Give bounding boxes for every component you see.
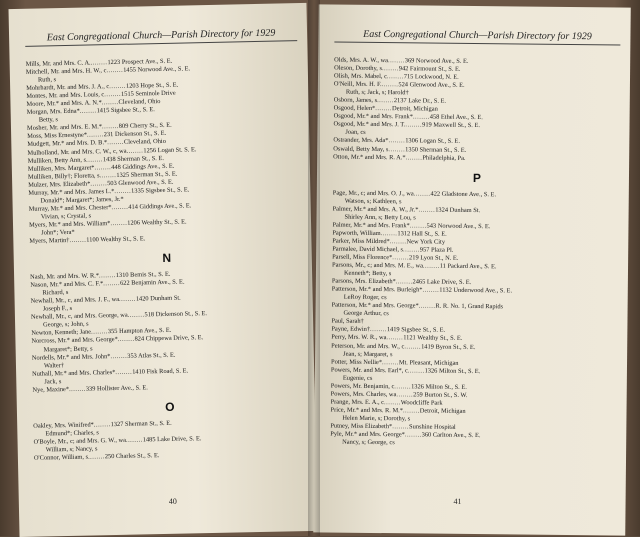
entry-address: 715 Lockwood, N. E. — [404, 73, 459, 81]
entry-continuation: Watson, s; Kathleen, s — [333, 197, 621, 208]
leader-dots: ........ — [419, 303, 436, 310]
leader-dots: ........ — [423, 263, 440, 270]
leader-dots: ........ — [386, 335, 403, 342]
entry-name: Powers, Mr. Benjamin, c — [331, 382, 395, 390]
leader-dots: ........ — [111, 204, 128, 211]
leader-dots: ........ — [390, 238, 407, 245]
entry-name: Mudgett, Mr.* and Mrs. D. B.* — [27, 140, 107, 149]
leader-dots: ........ — [396, 278, 413, 285]
entry-name: Mills, Mr. and Mrs. C. A. — [26, 59, 91, 67]
leader-dots: ........ — [110, 352, 127, 359]
leader-dots: ........ — [109, 83, 126, 90]
left-page-header: East Congregational Church—Parish Directory for 1929 — [25, 27, 297, 47]
entry-name: Mulzer, Mrs. Elizabeth* — [28, 180, 90, 188]
leader-dots: ........ — [388, 146, 405, 153]
entry-name: Olish, Mrs. Mabel, c — [334, 73, 387, 81]
entry-address: 1419 Sigsbee St., S. E. — [387, 327, 445, 335]
leader-dots: ........ — [88, 453, 105, 460]
entry-name: Mitchell, Mr. and Mrs. H. W., c — [26, 67, 107, 76]
entry-address: 1335 Sigsbee St., S. E. — [131, 186, 189, 194]
entry-continuation: Kenneth*; Betty, s — [332, 270, 620, 281]
leader-dots: ........ — [422, 287, 439, 294]
entry-address: 448 Giddings Ave., S. E. — [111, 162, 174, 170]
entry-address: 1256 Logan St. S. E. — [143, 146, 196, 154]
entry-address: 518 Dickenson St., S. E. — [144, 310, 207, 318]
entry-address: 339 Hollister Ave., S. E. — [86, 384, 148, 392]
entry-address: 219 Lyon St., N. E. — [409, 254, 458, 262]
leader-dots: ........ — [381, 230, 398, 237]
entry-name: Osgood, Helen* — [334, 105, 376, 112]
entry-address: 1415 Sigsbee St., S. E. — [97, 106, 155, 114]
entry-address: 1121 Wealthy St., S. E. — [403, 335, 462, 343]
leader-dots: ........ — [377, 97, 394, 104]
entry-name: Murray, Mr.* and Mrs. James L.* — [28, 188, 114, 197]
entry-continuation: Walter† — [32, 357, 306, 371]
entry-name: Parsell, Miss Florence* — [332, 254, 392, 262]
leader-dots: ........ — [403, 407, 420, 414]
leader-dots: ........ — [102, 99, 119, 106]
leader-dots: ........ — [119, 296, 136, 303]
entry-name: Nash, Mr. and Mrs. W. R.* — [30, 272, 99, 280]
left-directory-entries — [26, 55, 308, 463]
entry-name: Mulliken, Mrs. Margaret* — [28, 164, 95, 172]
section-letter: N — [30, 248, 304, 268]
entry-continuation: George Arthur, cs — [331, 310, 619, 321]
entry-address: 1324 Dunham St. — [435, 206, 480, 213]
leader-dots: ........ — [388, 57, 405, 64]
entry-name: Ostrander, Mrs. Ada* — [333, 137, 388, 145]
leader-dots: ........ — [392, 254, 409, 261]
entry-name: Palmer, Mr.* and Mrs. A. W., Jr.* — [333, 205, 419, 213]
entry-address: Cleveland, Ohio — [118, 98, 160, 106]
entry-address: 1206 Wealthy St., S. E. — [127, 218, 187, 226]
entry-continuation: Joan, cs — [333, 129, 621, 140]
entry-name: Olds, Mrs. A. W., wa — [334, 57, 388, 65]
entry-name: Parker, Miss Mildred* — [332, 237, 390, 245]
entry-address: R. R. No. 1, Grand Rapids — [435, 303, 503, 311]
entry-address: Philadelphia, Pa. — [422, 154, 465, 161]
entry-continuation: Richard, s — [30, 284, 304, 298]
leader-dots: ........ — [394, 383, 411, 390]
entry-name: O'Connor, William, s — [34, 454, 88, 462]
entry-name: Payne, Edwin† — [331, 326, 370, 333]
entry-name: Parsons, Mrs. Elizabeth* — [332, 278, 396, 286]
entry-name: O'Neill, Mrs. H. F. — [334, 81, 382, 88]
leader-dots: ........ — [404, 343, 421, 350]
leader-dots: ........ — [102, 123, 119, 130]
leader-dots: ........ — [387, 73, 404, 80]
entry-address: 259 Burton St., S. W. — [413, 391, 467, 399]
entry-address: 422 Gladstone Ave., S. E. — [430, 190, 496, 198]
entry-address: 809 Cherry St., S. E. — [119, 122, 172, 130]
entry-name: Myers, Martin† — [29, 237, 69, 245]
entry-continuation: Joseph F., s — [31, 300, 305, 314]
entry-continuation: Nancy, s; George, cs — [330, 439, 618, 450]
leader-dots: ........ — [126, 147, 143, 154]
entry-name: Morgan, Mrs. Edna* — [27, 108, 80, 116]
entry-continuation: LeRoy Roger, cs — [332, 294, 620, 305]
entry-address: 1325 Sherman St., S. E. — [116, 170, 177, 178]
entry-continuation: Edmund*; Charles, s — [33, 425, 307, 439]
entry-address: Cleveland, Ohio — [124, 138, 166, 146]
entry-name: Peterson, Mr. and Mrs. W., c — [331, 342, 404, 350]
leader-dots: ........ — [94, 164, 111, 171]
entry-address: 1515 Seminole Drive — [121, 90, 176, 98]
leader-dots: ........ — [405, 122, 422, 129]
entry-name: Newton, Kenneth; Jane — [31, 329, 91, 337]
entry-address: 1100 Wealthy St., S. E. — [86, 235, 145, 243]
entry-name: Newhall, Mr., c, and Mrs. George, wa — [31, 312, 128, 321]
entry-name: Price, Mr.* and Mrs. R. M.* — [330, 406, 403, 414]
entry-name: Mulliken, Billy†; Floretta, s — [28, 172, 100, 180]
leader-dots: ........ — [126, 436, 143, 443]
entry-name: Montes, Mr. and Mrs. Louis, c — [26, 91, 104, 100]
section-letter: O — [33, 397, 307, 417]
entry-name: Osborn, James, s — [334, 97, 377, 104]
entry-address: Detroit, Michigan — [392, 105, 438, 112]
entry-name: Mosher, Mr. and Mrs. E. M.* — [27, 124, 102, 133]
entry-address: 11 Packard Ave., S. E. — [440, 263, 497, 271]
entry-name: Oswald, Betty May, s — [333, 145, 388, 153]
entry-address: 543 Norwood Ave., S. E. — [427, 222, 491, 230]
entry-continuation: Eugenie, cs — [331, 374, 619, 385]
entry-continuation: John*; Vera* — [29, 224, 303, 238]
leader-dots: ........ — [69, 237, 86, 244]
entry-address: 1203 Hope St., S. E. — [126, 82, 178, 90]
entry-address: 414 Giddings Ave., S. E. — [128, 202, 191, 210]
entry-name: Nason, Mr.* and Mrs. C. F.* — [30, 280, 103, 289]
entry-name: Nye, Maxine* — [32, 386, 69, 394]
entry-address: 1223 Prospect Ave., S. E. — [107, 58, 172, 66]
leader-dots: ........ — [91, 329, 108, 336]
leader-dots: ........ — [103, 280, 120, 287]
entry-name: Parsons, Mr., c; and Mrs. M. E., wa — [332, 262, 423, 270]
leader-dots: ........ — [384, 399, 401, 406]
entry-address: 942 Fairmount St., S. E. — [399, 65, 461, 73]
leader-dots: ........ — [396, 391, 413, 398]
leader-dots: ........ — [90, 180, 107, 187]
entry-continuation: Donald*; Margaret*; James, Jr.* — [28, 192, 302, 206]
entry-name: Moss, Miss Ernestyne* — [27, 132, 87, 140]
entry-address: 622 Benjamin Ave., S. E. — [120, 279, 185, 287]
leader-dots: ........ — [418, 206, 435, 213]
entry-name: Powers, Mrs. Charles, wa — [331, 390, 397, 398]
entry-name: Potter, Miss Nellie* — [331, 358, 382, 366]
entry-address: 1326 Milton St., S. E. — [425, 367, 481, 375]
left-page-number: 40 — [169, 497, 177, 506]
leader-dots: ........ — [410, 222, 427, 229]
entry-address: 1419 Byron St., S. E. — [421, 343, 475, 351]
leader-dots: ........ — [104, 91, 121, 98]
leader-dots: ........ — [106, 67, 123, 74]
entry-continuation: William, s; Nancy, s — [34, 441, 308, 455]
leader-dots: ........ — [99, 272, 116, 279]
leader-dots: ........ — [94, 421, 111, 428]
entry-name: Mulliken, Betty Ann, s — [28, 156, 87, 164]
leader-dots: ........ — [408, 367, 425, 374]
leader-dots: ........ — [413, 114, 430, 121]
entry-address: 2137 Lake Dr., S. E. — [394, 97, 446, 105]
entry-name: Oleson, Dorothy, s — [334, 65, 382, 73]
entry-continuation: Margaret*; Betty, s — [32, 341, 306, 355]
entry-continuation: Ruth, s; Jack, s; Harold† — [334, 89, 622, 100]
entry-name: Pyle, Mr.* and Mrs. George* — [330, 431, 405, 439]
entry-continuation: Jack, s — [32, 373, 306, 387]
entry-continuation: Shirley Ann, s; Betty Lou, s — [333, 213, 621, 224]
right-directory-entries — [330, 57, 622, 450]
entry-address: Detroit, Michigan — [420, 407, 466, 414]
leader-dots: ........ — [406, 154, 423, 161]
entry-address: 355 Hampton Ave., S. E. — [108, 327, 172, 335]
entry-name: Papworth, William — [332, 229, 380, 237]
entry-name: Perry, Mrs. W. R., wa — [331, 334, 386, 342]
right-page-number: 41 — [454, 497, 462, 506]
entry-name: Otton, Mr.* and Mrs. R. A.* — [333, 153, 406, 161]
leader-dots: ........ — [128, 312, 145, 319]
leader-dots: ........ — [392, 423, 409, 430]
right-page-header: East Congregational Church—Parish Directory for 1929 — [334, 29, 620, 46]
entry-address: 824 Chippewa Drive, S. E. — [134, 335, 203, 343]
entry-name: Putney, Miss Elizabeth* — [330, 422, 392, 430]
entry-address: Woodcliffe Park — [401, 399, 443, 406]
entry-address: 1438 Sherman St., S. E. — [103, 155, 164, 163]
section-letter: P — [333, 169, 621, 186]
entry-name: Prange, Mrs. E. A., c — [331, 398, 385, 406]
entry-name: Mohrhardt, Mr. and Mrs. J. A., c — [26, 83, 109, 92]
leader-dots: ........ — [86, 156, 103, 163]
entry-address: New York City — [406, 238, 445, 245]
entry-address: 458 Ethel Ave., S. E. — [430, 114, 483, 122]
entry-continuation: Betty, s — [27, 111, 301, 125]
leader-dots: ........ — [110, 220, 127, 227]
entry-address: 1485 Lake Drive, S. E. — [143, 435, 202, 443]
entry-name: Nuthall, Mr.* and Mrs. Charles* — [32, 369, 115, 378]
entry-address: 1420 Dunham St. — [136, 295, 181, 303]
entry-address: Mt. Pleasant, Michigan — [399, 359, 459, 367]
leader-dots: ........ — [87, 132, 104, 139]
entry-name: Newhall, Mr., c, and Mrs. J. F., wa — [31, 296, 120, 305]
directory-entry — [333, 153, 621, 164]
entry-address: 1312 Hall St., S. E. — [397, 230, 446, 238]
entry-address: 1410 Fisk Road, S. E. — [132, 367, 188, 375]
entry-address: 1132 Underwood Ave., S. E. — [439, 287, 512, 295]
entry-name: Paul, Sarah† — [331, 318, 363, 325]
leader-dots: ........ — [375, 105, 392, 112]
entry-address: 524 Glenwood Ave., S. E. — [398, 81, 464, 89]
leader-dots: ........ — [107, 139, 124, 146]
leader-dots: ........ — [382, 65, 399, 72]
entry-name: Page, Mr., c; and Mrs. O. J., wa — [333, 189, 414, 197]
leader-dots: ........ — [115, 368, 132, 375]
entry-address: 957 Plaza Pl. — [420, 246, 454, 253]
book-gutter — [308, 0, 320, 536]
entry-address: 2465 Lake Drive, S. E. — [413, 279, 472, 287]
entry-continuation: Jean, s; Margaret, s — [331, 350, 619, 361]
entry-address: 231 Dickenson St., S. E. — [104, 130, 167, 138]
entry-address: 1310 Bemis St., S. E. — [116, 271, 171, 279]
entry-address: 1455 Norwood Ave., S. E. — [123, 65, 190, 73]
leader-dots: ........ — [99, 172, 116, 179]
entry-address: 503 Glenwood Ave., S. E. — [107, 178, 173, 186]
entry-continuation: Ruth, s — [26, 71, 300, 85]
entry-name: Myers, Mr.* and Mrs. William* — [29, 220, 111, 229]
entry-address: 360 Carlton Ave., S. E. — [422, 431, 481, 439]
leader-dots: ........ — [91, 59, 108, 66]
leader-dots: ........ — [118, 336, 135, 343]
leader-dots: ........ — [114, 187, 131, 194]
entry-name: Osgood, Mr.* and Mrs. J. T. — [333, 121, 405, 129]
leader-dots: ........ — [370, 326, 387, 333]
entry-address: 1326 Milton St., S. E. — [411, 383, 467, 391]
left-page — [9, 3, 318, 537]
entry-address: 919 Maxwell St., S. E. — [422, 122, 480, 130]
leader-dots: ........ — [69, 385, 86, 392]
leader-dots: ........ — [388, 138, 405, 145]
entry-continuation: Vivian, s; Crystal, s — [29, 208, 303, 222]
entry-continuation: George, s; John, s — [31, 316, 305, 330]
entry-name: Murray, Mr.* and Mrs. Chester* — [29, 204, 112, 213]
entry-name: Mulholland, Mr. and Mrs. C. W., c, wa — [27, 147, 126, 156]
entry-address: 1350 Sherman St., S. E. — [405, 146, 466, 154]
entry-name: Moore, Mr.* and Mrs. A. N.* — [26, 99, 101, 108]
right-page — [313, 4, 631, 535]
leader-dots: ........ — [403, 246, 420, 253]
entry-address: 1327 Sherman St., S. E. — [111, 420, 172, 428]
entry-address: 250 Charles St., S. E. — [105, 452, 160, 460]
leader-dots: ........ — [382, 359, 399, 366]
entry-address: Sunshine Hospital — [409, 423, 456, 430]
leader-dots: ........ — [405, 431, 422, 438]
entry-name: Norcross, Mr.* and Mrs. George* — [31, 336, 117, 345]
entry-name: Powers, Mr. and Mrs. Earl*, c — [331, 366, 408, 374]
leader-dots: ........ — [382, 81, 399, 88]
entry-address: 353 Atlas St., S. E. — [127, 351, 175, 359]
entry-name: Nordells, Mr.* and Mrs. John* — [32, 353, 111, 362]
entry-name: O'Boyle, Mr., c; and Mrs. G. W., wa — [34, 437, 127, 446]
entry-name: Patterson, Mr.* and Mrs. Burleigh* — [332, 286, 423, 294]
entry-address: 369 Norwood Ave., S. E. — [405, 57, 469, 65]
entry-name: Patterson, Mr.* and Mrs. George* — [332, 302, 419, 310]
entry-continuation: Helen Marie, s; Dorothy, s — [330, 414, 618, 425]
leader-dots: ........ — [414, 190, 431, 197]
entry-name: Oakley, Mrs. Winifred* — [33, 421, 94, 429]
entry-name: Palmer, Mr.* and Mrs. Frank* — [332, 221, 409, 229]
entry-name: Parmalee, David Michael, s — [332, 245, 403, 253]
leader-dots: ........ — [80, 108, 97, 115]
entry-name: Osgood, Mr.* and Mrs. Frank* — [334, 113, 413, 121]
entry-address: 1306 Logan St., S. E. — [405, 138, 460, 146]
